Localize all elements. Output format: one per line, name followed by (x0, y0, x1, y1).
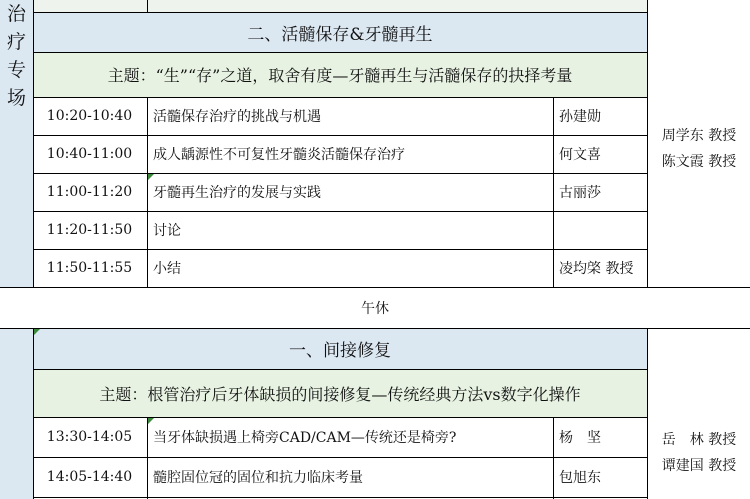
grid-line (0, 287, 750, 288)
section-title-text: 一、间接修复 (289, 341, 391, 361)
table-row-topic: 成人龋源性不可复性牙髓炎活髓保存治疗 (153, 147, 405, 163)
grid-line (33, 417, 648, 418)
section-theme-text: 主题：“生”“存”之道，取舍有度—牙髓再生与活髓保存的抉择考量 (107, 66, 573, 85)
grid-line (33, 328, 34, 499)
category-char: 专 (6, 59, 26, 81)
table-row-time: 10:40-11:00 (46, 146, 133, 162)
table-row-time: 14:05-14:40 (46, 469, 133, 485)
grid-line (147, 417, 148, 499)
grid-line (147, 97, 148, 287)
grid-line (33, 135, 648, 136)
table-row-speaker: 杨 坚 (559, 430, 601, 446)
chair-name: 陈文霞 教授 (661, 154, 737, 170)
chairs-column (648, 0, 750, 287)
table-row-time: 11:00-11:20 (46, 184, 133, 200)
section-theme (33, 369, 647, 417)
grid-line (647, 328, 648, 499)
table-row-speaker: 包旭东 (559, 470, 601, 486)
grid-line (33, 369, 648, 370)
chair-name: 谭建国 教授 (661, 458, 737, 474)
category-column (0, 328, 33, 499)
table-row-topic: 活髓保存治疗的挑战与机遇 (153, 109, 321, 125)
table-row-speaker: 孙建勋 (559, 109, 601, 125)
table-row-time: 11:50-11:55 (46, 260, 133, 276)
category-char: 治 (6, 3, 26, 25)
table-row-topic: 髓腔固位冠的固位和抗力临床考量 (153, 470, 363, 486)
table-row-topic: 牙髓再生治疗的发展与实践 (153, 185, 321, 201)
grid-line (553, 417, 554, 499)
grid-line (33, 0, 34, 287)
table-row-speaker: 古丽莎 (559, 185, 601, 201)
table-row-speaker: 凌均棨 教授 (559, 261, 634, 277)
break-row (0, 287, 750, 328)
grid-line (33, 249, 648, 250)
grid-line (33, 173, 648, 174)
grid-line (33, 12, 648, 13)
chairs-column (648, 328, 750, 499)
cell-corner-marker (148, 174, 154, 180)
table-row-speaker (559, 211, 649, 249)
table-row-topic: 当牙体缺损遇上椅旁CAD/CAM—传统还是椅旁? (153, 430, 457, 446)
grid-line (553, 97, 554, 287)
schedule-table (33, 97, 647, 287)
section-title-text: 二、活髓保存&牙髓再生 (247, 24, 433, 45)
table-row-topic: 小结 (153, 261, 181, 277)
table-row-time: 10:20-10:40 (46, 108, 133, 124)
grid-line (33, 52, 648, 53)
grid-line (33, 211, 648, 212)
grid-line (147, 0, 148, 12)
table-row-time: 11:20-11:50 (46, 222, 133, 238)
section-title (33, 12, 647, 52)
section-title (33, 328, 647, 369)
schedule-table (33, 417, 647, 499)
chair-name: 岳 林 教授 (661, 432, 737, 448)
grid-line (0, 328, 750, 329)
break-label: 午休 (361, 300, 389, 317)
section-theme-text: 主题：根管治疗后牙体缺损的间接修复—传统经典方法vs数字化操作 (99, 384, 581, 404)
table-row-speaker: 何文喜 (559, 147, 601, 163)
top-partial-row (33, 0, 647, 12)
table-row-topic: 讨论 (153, 223, 181, 239)
chair-name: 周学东 教授 (661, 128, 737, 144)
cell-corner-marker (34, 329, 40, 335)
grid-line (647, 0, 648, 287)
table-row-time: 13:30-14:05 (46, 429, 133, 445)
category-column (0, 0, 33, 287)
category-label (0, 0, 33, 112)
cell-corner-marker (148, 418, 154, 424)
grid-line (33, 97, 648, 98)
grid-line (33, 457, 648, 458)
section-theme (33, 52, 647, 97)
category-char: 疗 (6, 31, 26, 53)
category-char: 场 (6, 87, 26, 109)
grid-line (33, 497, 648, 498)
